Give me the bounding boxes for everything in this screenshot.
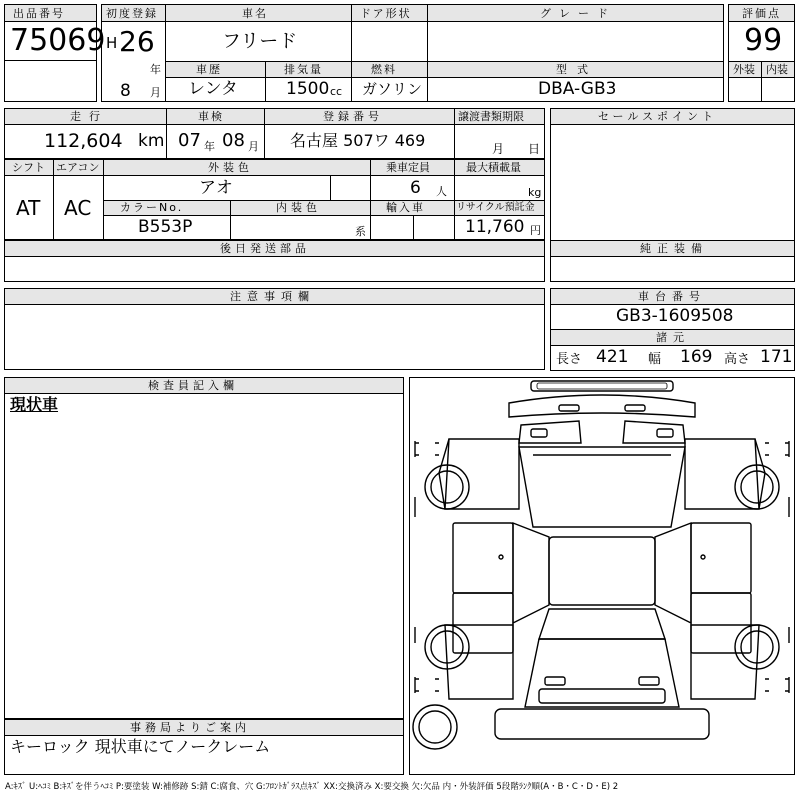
mileage-value: 112,604 [44,130,123,152]
genuine-cell [550,256,795,282]
insp-year-value: 07 [178,130,201,151]
grade-label: グレード [540,7,616,20]
fuel-label: 燃料 [371,63,397,76]
person-unit: 人 [436,185,447,198]
transfer-day: 日 [528,142,541,156]
yen-unit: 円 [530,224,541,237]
later-parts-cell [4,256,545,282]
office-note: キーロック 現状車にてノークレーム [10,737,271,756]
sales-point-label: セールスポイント [598,110,718,123]
shift-label: シフト [12,161,45,174]
insp-year-unit: 年 [204,140,215,153]
later-parts-label: 後日発送部品 [220,242,310,255]
recycle-value: 11,760 [465,217,525,237]
height-label: 高さ [724,352,751,367]
model-label: 型式 [556,63,598,76]
lot-no-label: 出品番号 [13,7,65,20]
color-no-value: B553P [138,217,193,237]
notes-label: 注意事項欄 [230,290,315,303]
cc-unit: cc [330,85,343,98]
history-value: レンタ [188,79,238,99]
year-value: 26 [119,25,155,58]
model-value: DBA-GB3 [538,79,617,99]
capacity-value: 6 [410,178,421,198]
year-unit: 年 [150,63,161,76]
aircon-label: エアコン [56,161,100,174]
genuine-label: 純正装備 [640,242,708,255]
car-name-value: フリード [222,30,298,52]
month-unit: 月 [150,86,161,99]
fuel-value: ガソリン [362,80,423,98]
capacity-label: 乗車定員 [386,161,430,174]
ext-color-extra-cell [330,175,371,201]
displacement-label: 排気量 [284,63,323,76]
car-name-label: 車名 [242,7,268,20]
lot-extra-cell [4,60,97,102]
max-load-label: 最大積載量 [466,161,521,174]
width-label: 幅 [648,352,662,367]
history-label: 車歴 [196,63,222,76]
chassis-value: GB3-1609508 [616,306,734,326]
int-color-label: 内装色 [276,201,321,214]
km-unit: km [138,131,165,151]
length-value: 421 [596,347,629,367]
door-cell [351,21,428,62]
ext-color-value: アオ [199,178,233,198]
import-cell-b [413,215,455,240]
color-no-label: カラーNo. [120,201,184,214]
specs-label: 諸元 [656,331,690,344]
ext-color-label: 外装色 [208,161,253,174]
insp-month-value: 08 [222,130,245,151]
grade-cell [427,21,724,62]
interior-label: 内装 [766,63,788,76]
aircon-value: AC [64,196,92,220]
door-label: ドア形状 [360,7,412,20]
transfer-month: 月 [492,142,505,156]
int-color-cell [230,215,371,240]
damage-code-legend: A:ｷｽﾞ U:ﾍｺﾐ B:ｷｽﾞを伴うﾍｺﾐ P:要塗装 W:補修跡 S:錆 C:腐食、穴 G:ﾌﾛﾝﾄｶﾞﾗｽ点ｷｽﾞ XX:交換済み X:要交換 欠:欠品 内・外装評価 5段階ﾗﾝｸ順(A・B・C・D・E) 2 [5,782,619,792]
month-value: 8 [120,81,131,101]
car-body-diagram [409,377,795,775]
length-label: 長さ [556,352,583,367]
mileage-label: 走行 [70,110,108,123]
inspector-note: 現状車 [10,395,59,414]
kg-unit: kg [528,186,542,199]
recycle-label: リサイクル預託金 [456,202,535,213]
exterior-label: 外装 [733,63,755,76]
sales-point-cell [550,124,795,241]
inspector-cell [4,393,404,719]
import-label: 輸入車 [386,201,425,214]
import-cell-a [370,215,414,240]
width-value: 169 [680,347,713,367]
kei-unit: 系 [355,225,366,238]
score-value: 99 [744,23,783,58]
shift-value: AT [16,196,41,220]
exterior-cell [728,77,762,102]
notes-cell [4,304,545,370]
first-reg-label: 初度登録 [106,7,158,20]
inspection-label: 車検 [198,110,224,123]
chassis-label: 車台番号 [638,290,706,303]
score-label: 評価点 [742,7,781,20]
height-value: 171 [760,347,793,367]
inspector-label: 検査員記入欄 [148,379,238,392]
office-label: 事務局よりご案内 [130,721,250,734]
interior-cell [761,77,795,102]
reg-no-value: 名古屋 507ワ 469 [290,131,426,150]
displacement-value: 1500 [286,79,330,99]
lot-no-value: 75069 [10,23,106,58]
era-value: H [106,34,118,52]
reg-no-label: 登録番号 [323,110,383,123]
transfer-label: 譲渡書類期限 [458,110,524,123]
insp-month-unit: 月 [248,140,259,153]
specs-cell [550,345,795,371]
